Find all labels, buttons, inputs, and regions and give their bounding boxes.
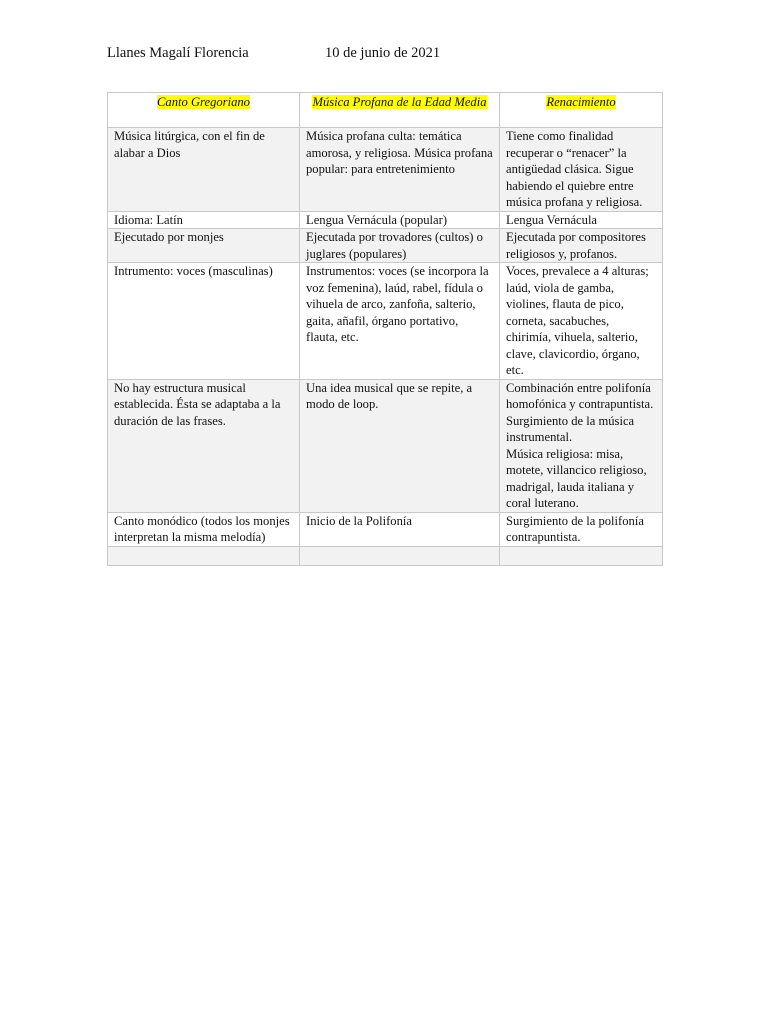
table-row: [108, 263, 663, 380]
empty-cell: [500, 546, 663, 565]
document-date: 10 de junio de 2021: [325, 45, 441, 61]
table-cell: Instrumentos: voces (se incorpora la voz femenina), laúd, rabel, fídula o vihuela de arco, zanfoña, salterio, gaita, añafil, órgano portativo, flauta, etc.: [300, 263, 500, 380]
table-header-row: [108, 93, 663, 128]
page-header: [107, 45, 440, 62]
table-cell: Voces, prevalece a 4 alturas; laúd, viola de gamba, violines, flauta de pico, corneta, sacabuches, chirimía, vihuela, salterio, clave, clavicordio, órgano, etc.: [500, 263, 663, 380]
table-cell: No hay estructura musical establecida. Ésta se adaptaba a la duración de las frases.: [108, 379, 300, 512]
table-cell: Idioma: Latín: [108, 211, 300, 229]
table-cell: Inicio de la Polifonía: [300, 512, 500, 546]
empty-table-row: [108, 546, 663, 565]
empty-cell: [108, 546, 300, 565]
table-cell: Ejecutada por compositores religiosos y, profanos.: [500, 229, 663, 263]
table-cell: Lengua Vernácula: [500, 211, 663, 229]
column-header-label: Música Profana de la Edad Media: [312, 95, 487, 109]
column-header-label: Canto Gregoriano: [157, 95, 250, 109]
table-cell: Canto monódico (todos los monjes interpretan la misma melodía): [108, 512, 300, 546]
column-header: [500, 93, 663, 128]
comparison-table: [107, 92, 663, 566]
table-cell: Intrumento: voces (masculinas): [108, 263, 300, 380]
table-row: [108, 128, 663, 212]
table-row: [108, 512, 663, 546]
table-row: [108, 379, 663, 512]
empty-cell: [300, 546, 500, 565]
author-name: Llanes Magalí Florencia: [107, 45, 249, 61]
table-cell: Una idea musical que se repite, a modo de loop.: [300, 379, 500, 512]
table-cell: Tiene como finalidad recuperar o “renacer” la antigüedad clásica. Sigue habiendo el quiebre entre música profana y religiosa.: [500, 128, 663, 212]
table-cell: Ejecutado por monjes: [108, 229, 300, 263]
column-header-label: Renacimiento: [546, 95, 616, 109]
table-row: [108, 229, 663, 263]
column-header: [108, 93, 300, 128]
table-row: [108, 211, 663, 229]
table-cell: Lengua Vernácula (popular): [300, 211, 500, 229]
table-cell: Ejecutada por trovadores (cultos) o juglares (populares): [300, 229, 500, 263]
column-header: [300, 93, 500, 128]
table-cell: Música profana culta: temática amorosa, y religiosa. Música profana popular: para entretenimiento: [300, 128, 500, 212]
table-cell: Combinación entre polifonía homofónica y contrapuntista. Surgimiento de la música instrumental. Música religiosa: misa, motete, villancico religioso, madrigal, lauda italiana y coral luterano.: [500, 379, 663, 512]
table-cell: Surgimiento de la polifonía contrapuntista.: [500, 512, 663, 546]
table-cell: Música litúrgica, con el fin de alabar a Dios: [108, 128, 300, 212]
